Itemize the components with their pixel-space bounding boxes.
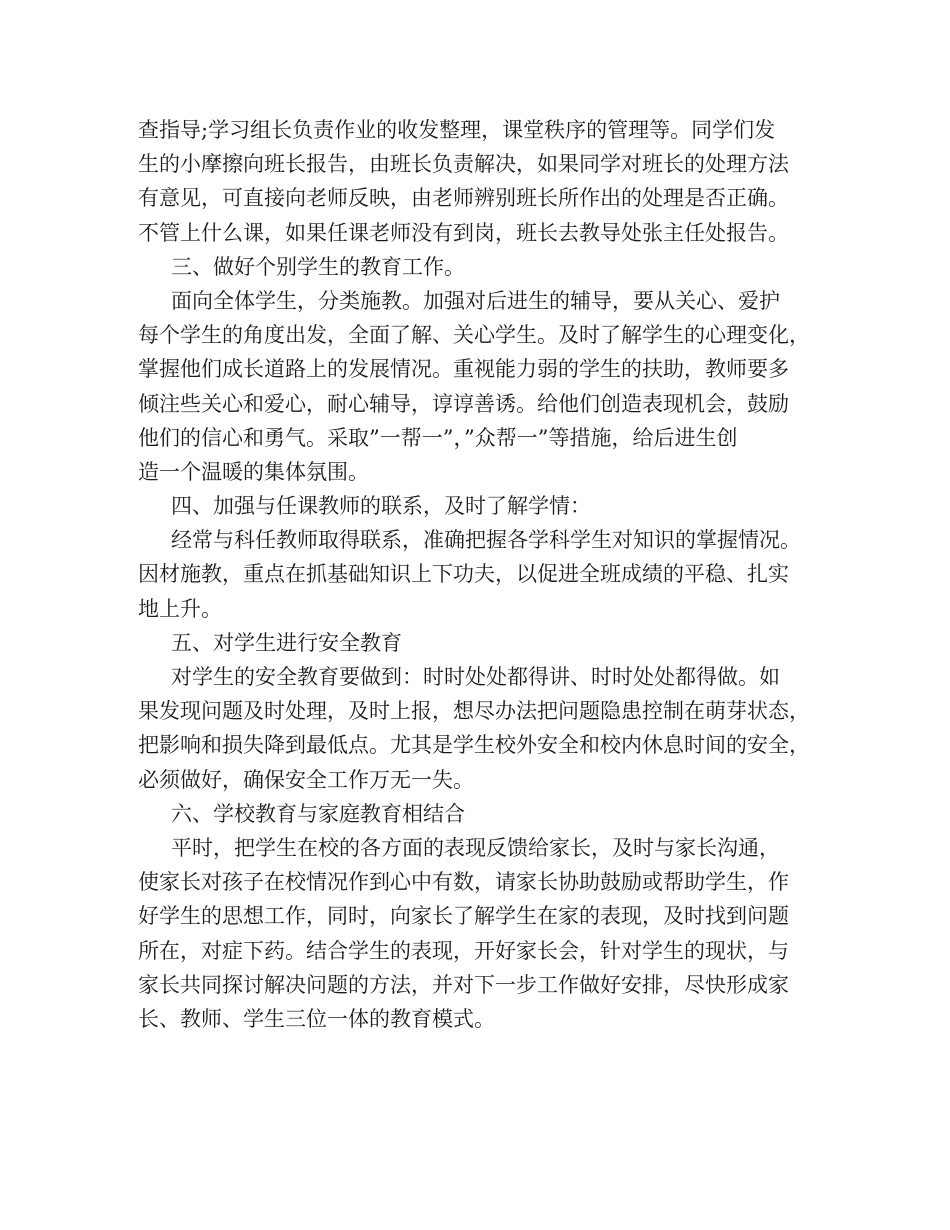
- text-line: 好学生的思想工作，同时，向家长了解学生在家的表现，及时找到问题: [138, 904, 789, 929]
- text-line: 掌握他们成长道路上的发展情况。重视能力弱的学生的扶助，教师要多: [138, 357, 789, 382]
- text-line: 所在，对症下药。结合学生的表现，开好家长会，针对学生的现状，与: [138, 938, 789, 963]
- text-line: 因材施教，重点在抓基础知识上下功夫，以促进全班成绩的平稳、扎实: [138, 562, 789, 587]
- text-line: 有意见，可直接向老师反映，由老师辨别班长所作出的处理是否正确。: [138, 186, 789, 211]
- text-line: 查指导;学习组长负责作业的收发整理，课堂秩序的管理等。同学们发: [138, 118, 776, 142]
- text-line: 面向全体学生，分类施教。加强对后进生的辅导，要从关心、爱护: [171, 288, 780, 313]
- text-line: 必须做好，确保安全工作万无一失。: [138, 767, 474, 792]
- text-line: 不管上什么课，如果任课老师没有到岗，班长去教导处张主任处报告。: [138, 220, 789, 245]
- text-line: 地上升。: [138, 596, 222, 621]
- text-line: 对学生的安全教育要做到：时时处处都得讲、时时处处都得做。如: [171, 665, 780, 689]
- text-line: 使家长对孩子在校情况作到心中有数，请家长协助鼓励或帮助学生，作: [138, 870, 789, 895]
- text-line: 倾注些关心和爱心，耐心辅导，谆谆善诱。给他们创造表现机会，鼓励: [138, 391, 789, 416]
- text-line: 家长共同探讨解决问题的方法，并对下一步工作做好安排，尽快形成家: [138, 972, 789, 997]
- text-line: 长、教师、学生三位一体的教育模式。: [138, 1006, 495, 1031]
- text-line: 生的小摩擦向班长报告，由班长负责解决，如果同学对班长的处理方法: [138, 152, 789, 177]
- document-body: [138, 113, 828, 1036]
- section-heading: 六、学校教育与家庭教育相结合: [171, 801, 465, 826]
- text-line: 每个学生的角度出发，全面了解、关心学生。及时了解学生的心理变化，: [138, 323, 810, 348]
- text-line: 他们的信心和勇气。采取”一帮一”，”众帮一”等措施，给后进生创: [138, 425, 738, 450]
- text-line: 果发现问题及时处理，及时上报，想尽办法把问题隐患控制在萌芽状态，: [138, 699, 810, 724]
- text-line: 经常与科任教师取得联系，准确把握各学科学生对知识的掌握情况。: [171, 528, 801, 553]
- section-heading: 三、做好个别学生的教育工作。: [171, 254, 465, 279]
- text-line: 造一个温暖的集体氛围。: [138, 459, 369, 484]
- text-line: 把影响和损失降到最低点。尤其是学生校外安全和校内休息时间的安全，: [138, 733, 810, 758]
- section-heading: 四、加强与任课教师的联系，及时了解学情：: [171, 494, 591, 519]
- text-line: 平时，把学生在校的各方面的表现反馈给家长，及时与家长沟通，: [171, 835, 780, 860]
- section-heading: 五、对学生进行安全教育: [171, 630, 402, 655]
